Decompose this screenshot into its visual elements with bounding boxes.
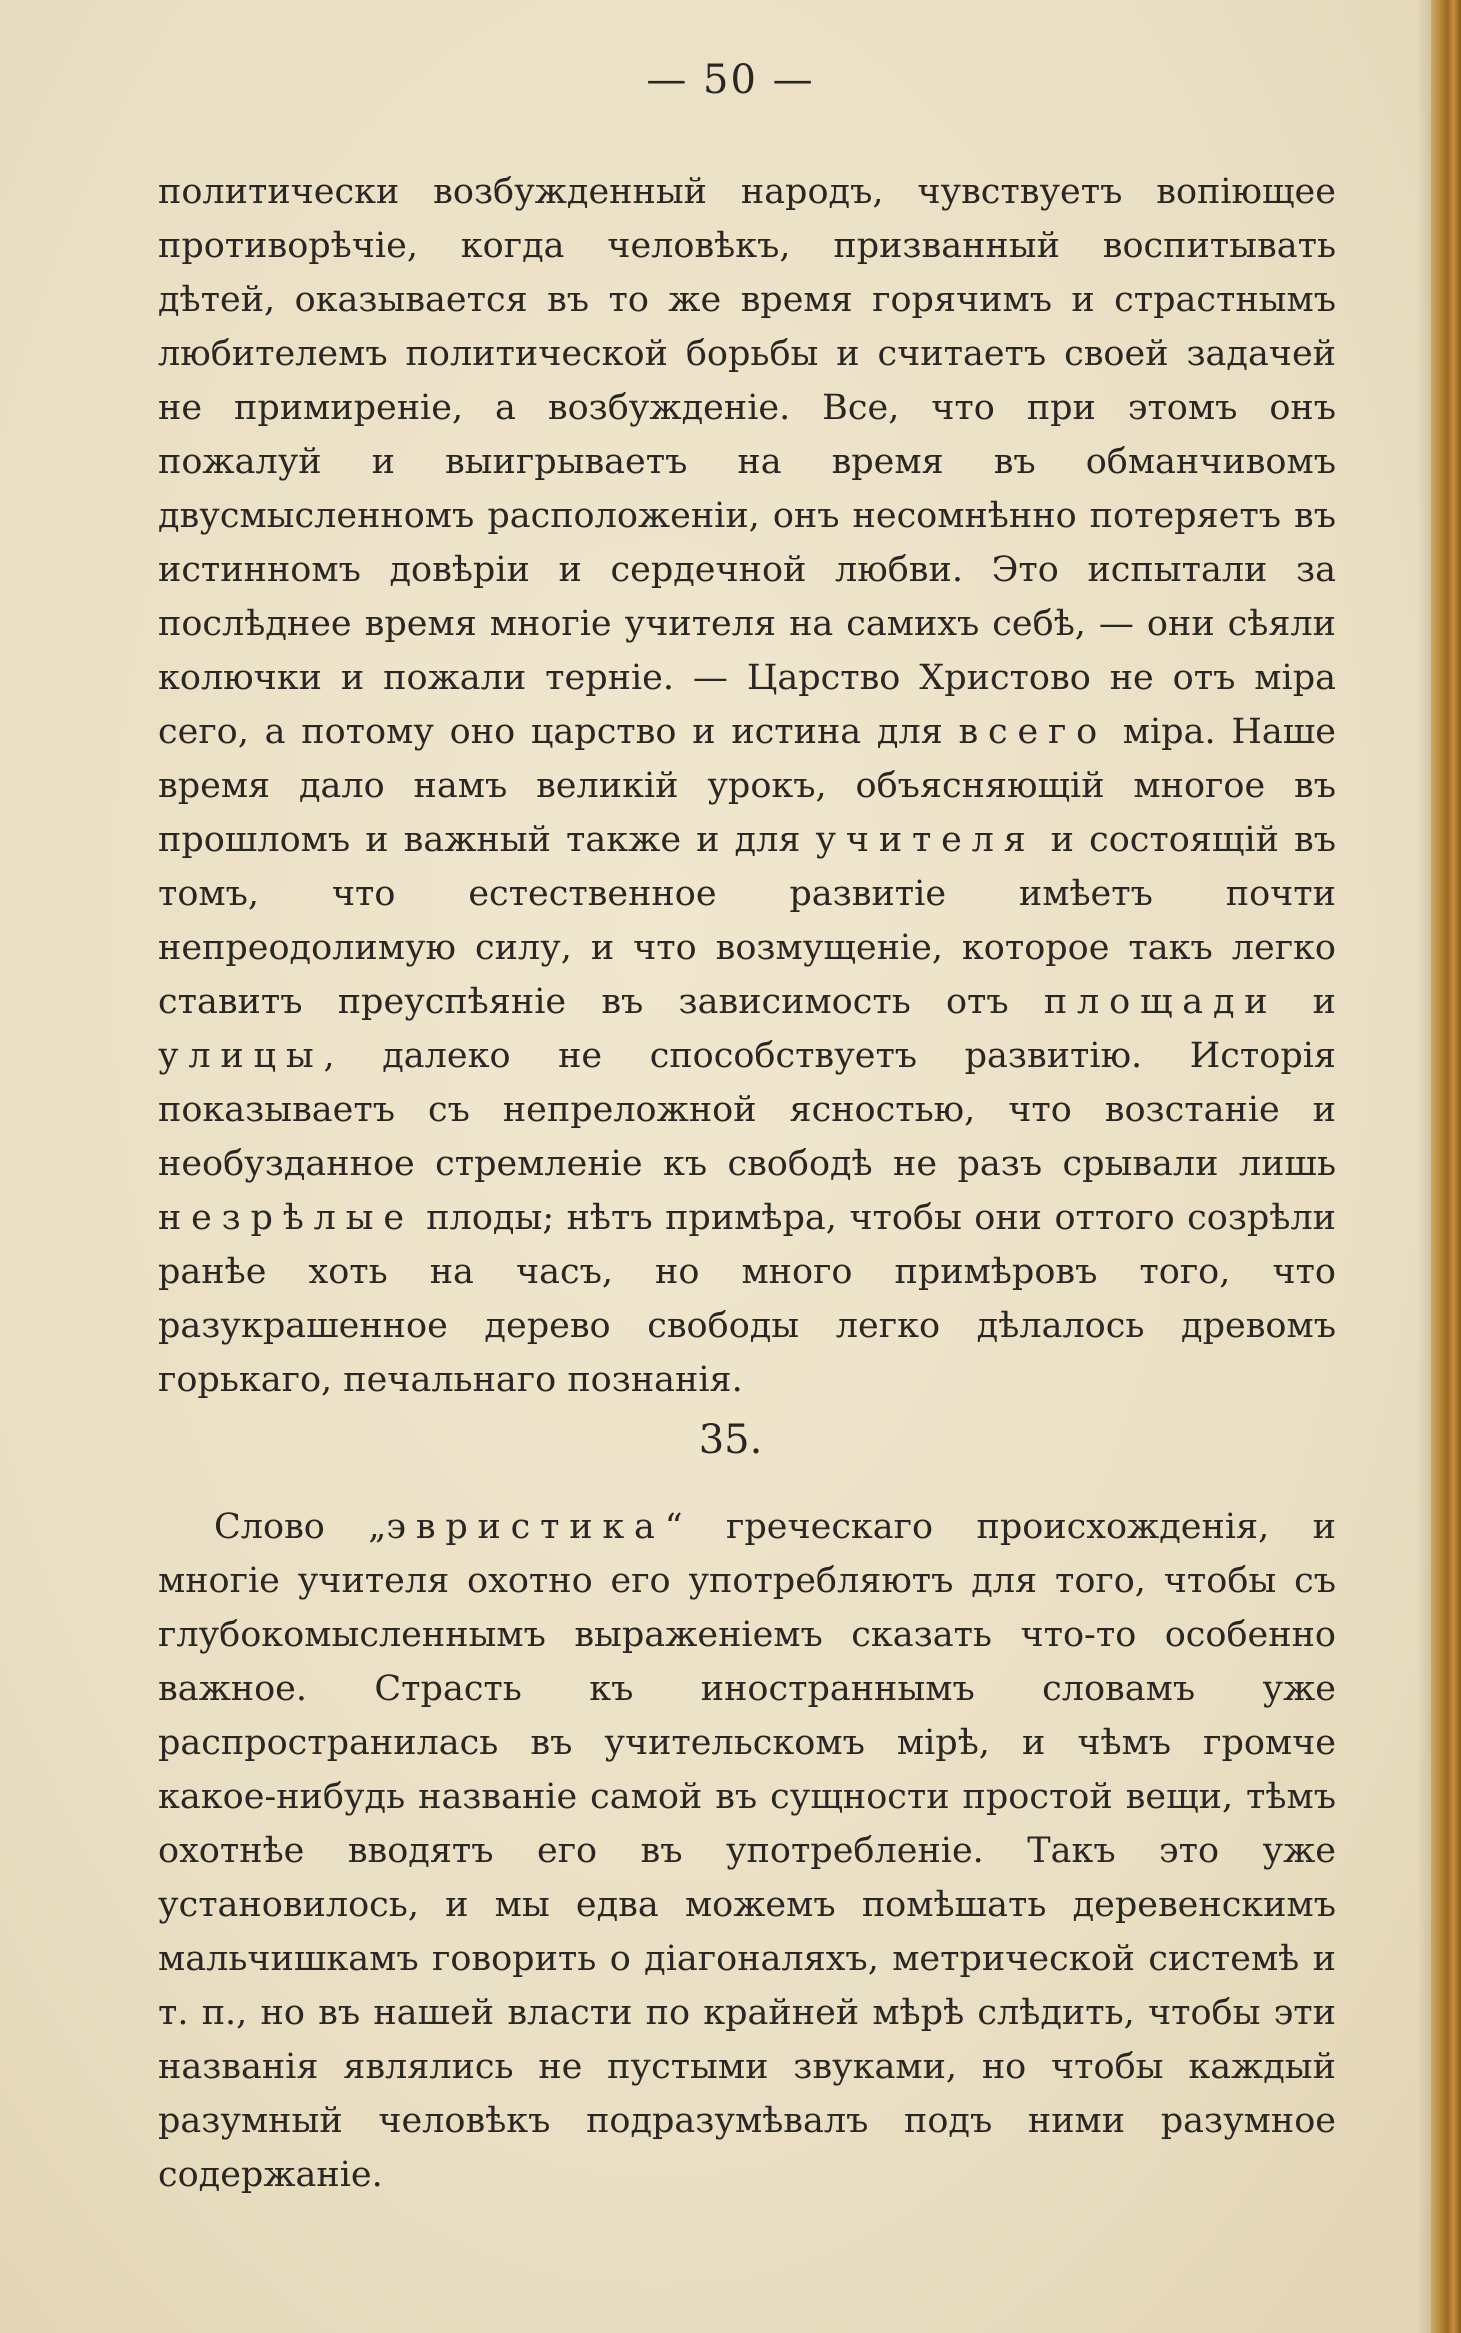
emphasized-word-vsego: всего [958, 712, 1107, 752]
section-number: 35. [698, 1417, 763, 1463]
text-run: , далеко не способствуетъ развитію. Исторія показываетъ съ непреложной ясностью, что возстаніе и необузданное стремленіе къ свободѣ не разъ срывали лишь [158, 1036, 1336, 1184]
section-paragraph [158, 1500, 1336, 2202]
emphasized-word-ulitsy: улицы [158, 1036, 324, 1076]
text-run: “ греческаго происхожденія, и многіе учителя охотно его употребляютъ для того, чтобы съ глубокомысленнымъ выраженіемъ сказать что-то особенно важное. Страсть къ иностраннымъ словамъ уже распространилась въ учительскомъ мірѣ, и чѣмъ громче какое-нибудь названіе самой въ сущности простой вещи, тѣмъ охотнѣе вводятъ его въ употребленіе. Такъ это уже установилось, и мы едва можемъ помѣшать деревенскимъ мальчишкамъ говорить о діагоналяхъ, метрической системѣ и т. п., но въ нашей власти по крайней мѣрѣ слѣдить, чтобы эти названія являлись не пустыми звуками, но чтобы каждый разумный человѣкъ подразумѣвалъ подъ ними разумное содержаніе. [158, 1507, 1336, 2195]
emphasized-word-nezrelye: незрѣлые [158, 1198, 414, 1238]
page-edge [1431, 0, 1461, 2333]
text-run: плоды; нѣтъ примѣра, чтобы они оттого созрѣли ранѣе хоть на часъ, но много примѣровъ того, что разукрашенное дерево свободы легко дѣлалось древомъ горькаго, печальнаго познанія. [158, 1198, 1336, 1400]
text-run: и [1277, 982, 1337, 1022]
paragraph-continued [158, 165, 1336, 1407]
emphasized-word-ploshchadi: площади [1043, 982, 1278, 1022]
paragraph-text [158, 1500, 1336, 2202]
text-run: міра. Наше время дало намъ великій урокъ, объясняющій многое въ прошломъ и важный также и для [158, 712, 1336, 860]
text-run: Слово „ [214, 1507, 387, 1547]
paragraph-text [158, 165, 1336, 1407]
emphasized-word-uchitelya: учителя [815, 820, 1036, 860]
page-number: — 50 — [646, 57, 815, 103]
emphasized-word-evristika: эвристика [386, 1507, 665, 1547]
text-run: политически возбужденный народъ, чувствуетъ вопіющее противорѣчіе, когда человѣкъ, призванный воспитывать дѣтей, оказывается въ то же время горячимъ и страстнымъ любителемъ политической борьбы и считаетъ своей задачей не примиреніе, а возбужденіе. Все, что при этомъ онъ пожалуй и выигрываетъ на время въ обманчивомъ двусмысленномъ расположеніи, онъ несомнѣнно потеряетъ въ истинномъ довѣріи и сердечной любви. Это испытали за послѣднее время многіе учителя на самихъ себѣ, — они сѣяли колючки и пожали терніе. — Царство Христово не отъ міра сего, а потому оно царство и истина для [158, 172, 1336, 752]
text-run: и состоящій въ томъ, что естественное развитіе имѣетъ почти непреодолимую силу, и что возмущеніе, которое такъ легко ставитъ преуспѣяніе въ зависимость отъ [158, 820, 1337, 1022]
page-edge-shadow [1417, 0, 1431, 2333]
